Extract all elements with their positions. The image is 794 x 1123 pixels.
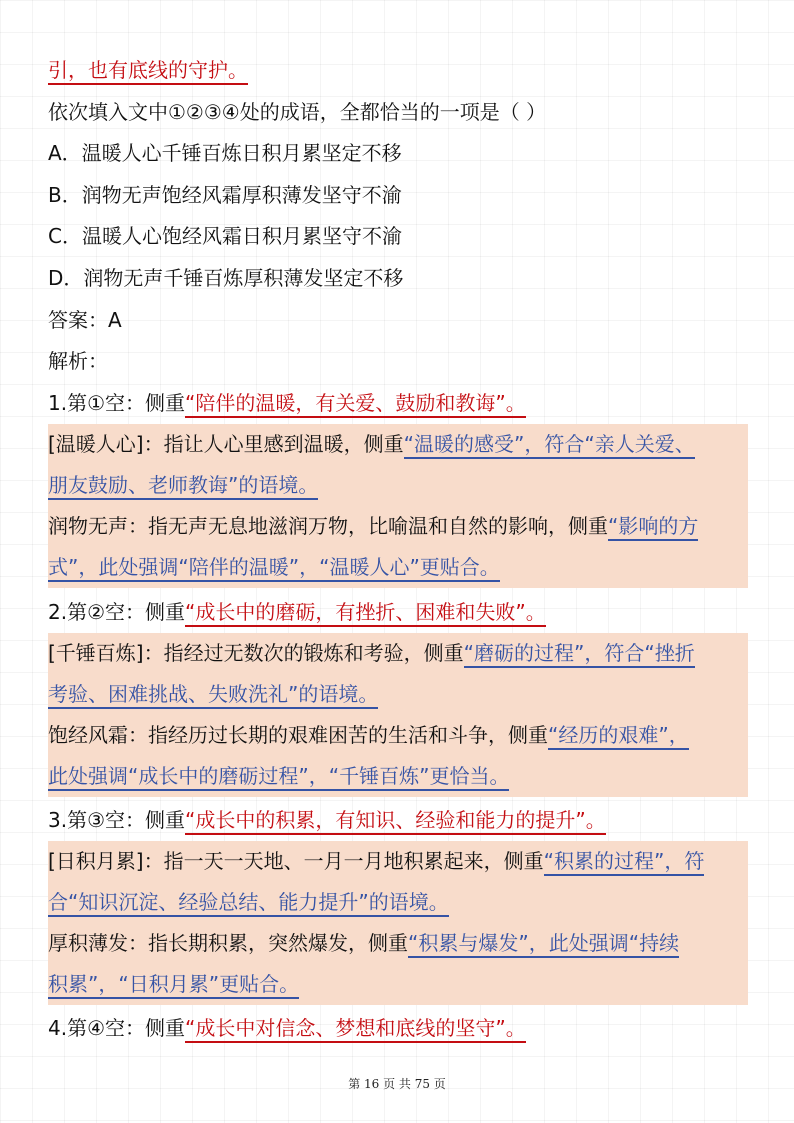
- section-2-explanation: [48, 633, 748, 797]
- explanation-line: 厚积薄发：指长期积累，突然爆发，侧重“积累与爆发”，此处强调“持续: [48, 923, 748, 964]
- section-2-prefix: 2.第②空：侧重: [48, 600, 186, 624]
- section-4-heading: [48, 1008, 748, 1048]
- explanation-line: 润物无声：指无声无息地滋润万物，比喻温和自然的影响，侧重“影响的方: [48, 506, 748, 547]
- analysis-label: 解析：: [48, 349, 108, 373]
- page-footer: 第 16 页 共 75 页: [348, 1077, 446, 1091]
- explanation-line: 考验、困难挑战、失败洗礼”的语境。: [48, 674, 748, 715]
- explanation-line: [温暖人心]：指让人心里感到温暖，侧重“温暖的感受”，符合“亲人关爱、: [48, 424, 748, 465]
- explanation-line: 式”，此处强调“陪伴的温暖”，“温暖人心”更贴合。: [48, 547, 748, 588]
- section-1-quote: “陪伴的温暖，有关爱、鼓励和教诲”。: [185, 391, 526, 418]
- option-b: B．润物无声饱经风霜厚积薄发坚守不渝: [48, 183, 402, 207]
- option-d: D．润物无声千锤百炼厚积薄发坚定不移: [48, 266, 404, 290]
- section-2-quote: “成长中的磨砺，有挫折、困难和失败”。: [185, 600, 546, 627]
- option-c: C．温暖人心饱经风霜日积月累坚守不渝: [48, 224, 402, 248]
- section-1-prefix: 1.第①空：侧重: [48, 391, 186, 415]
- explanation-line: [日积月累]：指一天一天地、一月一月地积累起来，侧重“积累的过程”，符: [48, 841, 748, 882]
- explanation-line: [千锤百炼]：指经过无数次的锻炼和考验，侧重“磨砺的过程”，符合“挫折: [48, 633, 748, 674]
- explanation-line: 此处强调“成长中的磨砺过程”，“千锤百炼”更恰当。: [48, 756, 748, 797]
- section-4-quote: “成长中对信念、梦想和底线的坚守”。: [185, 1016, 526, 1043]
- explanation-line: 合“知识沉淀、经验总结、能力提升”的语境。: [48, 882, 748, 923]
- section-1-heading: [48, 383, 748, 423]
- answer: 答案：A: [48, 308, 122, 332]
- section-4-prefix: 4.第④空：侧重: [48, 1016, 186, 1040]
- intro-tail: [48, 50, 748, 90]
- explanation-line: 饱经风霜：指经历过长期的艰难困苦的生活和斗争，侧重“经历的艰难”，: [48, 715, 748, 756]
- question-stem: 依次填入文中①②③④处的成语，全都恰当的一项是（ ）: [48, 100, 547, 124]
- intro-tail-text: 引，也有底线的守护。: [48, 58, 248, 85]
- explanation-line: 朋友鼓励、老师教诲”的语境。: [48, 465, 748, 506]
- section-3-prefix: 3.第③空：侧重: [48, 808, 186, 832]
- explanation-line: 积累”，“日积月累”更贴合。: [48, 964, 748, 1005]
- option-a: A．温暖人心千锤百炼日积月累坚定不移: [48, 141, 402, 165]
- section-3-heading: [48, 800, 748, 840]
- section-3-explanation: [48, 841, 748, 1005]
- section-2-heading: [48, 592, 748, 632]
- section-1-explanation: [48, 424, 748, 588]
- section-3-quote: “成长中的积累，有知识、经验和能力的提升”。: [185, 808, 606, 835]
